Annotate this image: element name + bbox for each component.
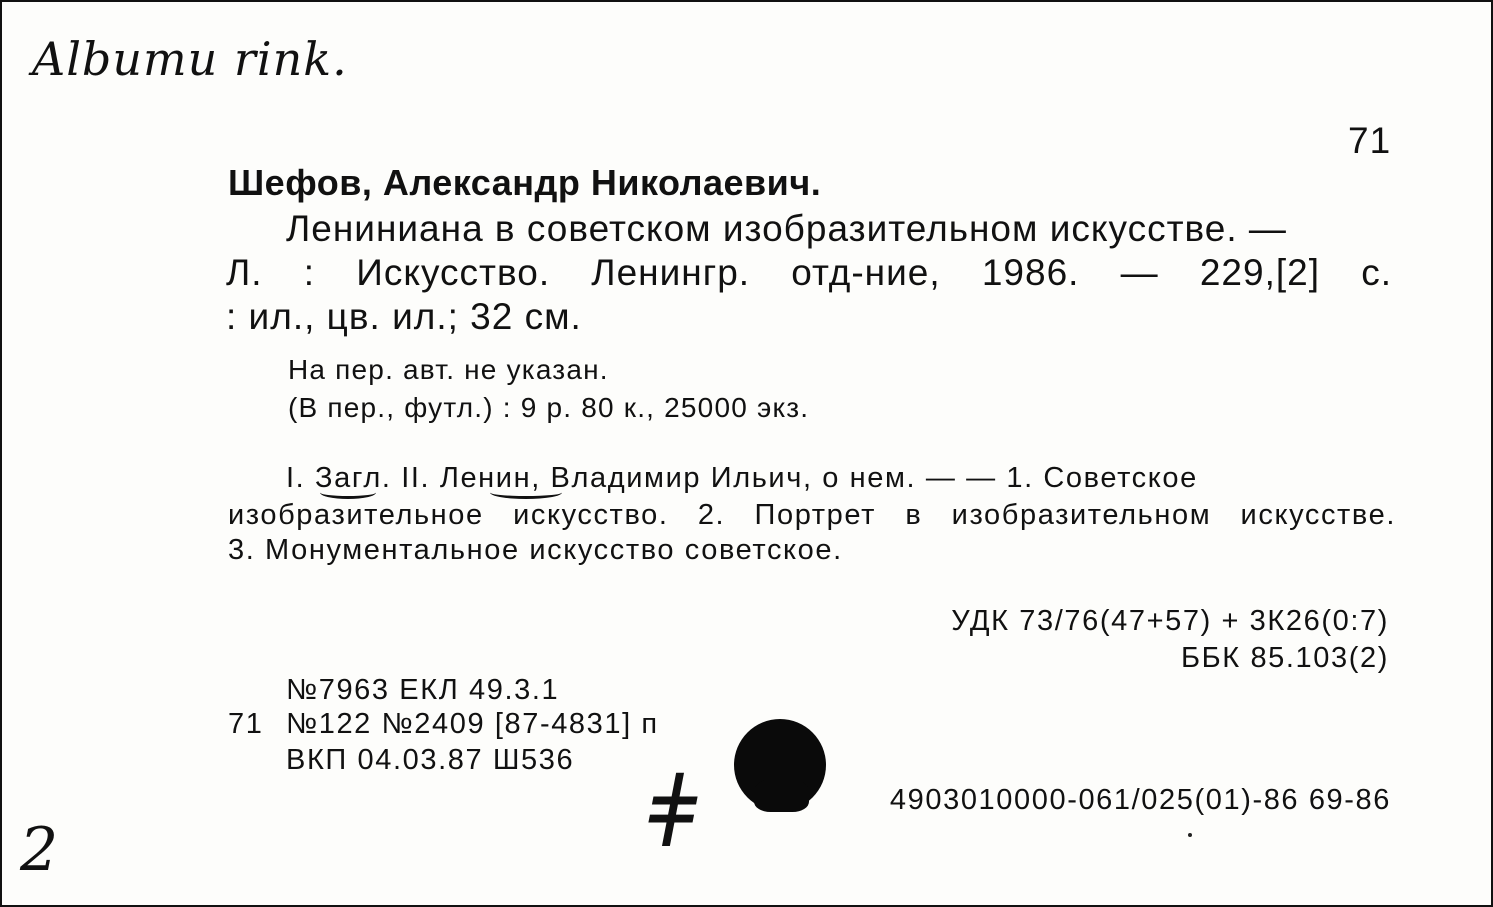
card-number: 71 [1348,120,1392,161]
handwritten-note: Albumu rink. [32,32,348,86]
stock-number: 4903010000-061/025(01)-86 69-86 [889,784,1391,816]
subjects-line-1: I. Загл. II. Ленин, Владимир Ильич, о нем. — — 1. Советское [286,462,1198,494]
pencil-underline [320,486,376,499]
handwritten-signature: ǂ [650,753,696,870]
registry-line-1: №7963 ЕКЛ 49.3.1 [286,674,560,706]
note-line-1: На пер. авт. не указан. [288,354,609,385]
handwritten-number: 2 [20,815,59,885]
title-line-2: Л. : Искусство. Ленингр. отд-ние, 1986. — 229,[2] с. [226,252,1392,293]
note-line-2: (В пер., футл.) : 9 р. 80 к., 25000 экз. [288,392,810,423]
registry-line-2: №122 №2409 [87-4831] п [286,708,659,740]
pencil-underline [490,486,562,499]
udk-code: УДК 73/76(47+57) + 3К26(0:7) [951,605,1389,637]
ink-blot [754,778,809,812]
title-line-3: : ил., цв. ил.; 32 см. [226,296,582,337]
title-line-1: Лениниана в советском изобразительном искусстве. — [286,208,1287,249]
subjects-line-3: 3. Монументальное искусство советское. [228,534,843,566]
stray-dot [1188,833,1192,837]
registry-line-2-prefix: 71 [228,708,264,740]
subjects-line-2: изобразительное искусство. 2. Портрет в изобразительном искусстве. [228,499,1396,531]
author-heading: Шефов, Александр Николаевич. [228,162,822,203]
bbk-code: ББК 85.103(2) [1181,642,1389,674]
registry-line-3: ВКП 04.03.87 Ш536 [286,744,575,776]
